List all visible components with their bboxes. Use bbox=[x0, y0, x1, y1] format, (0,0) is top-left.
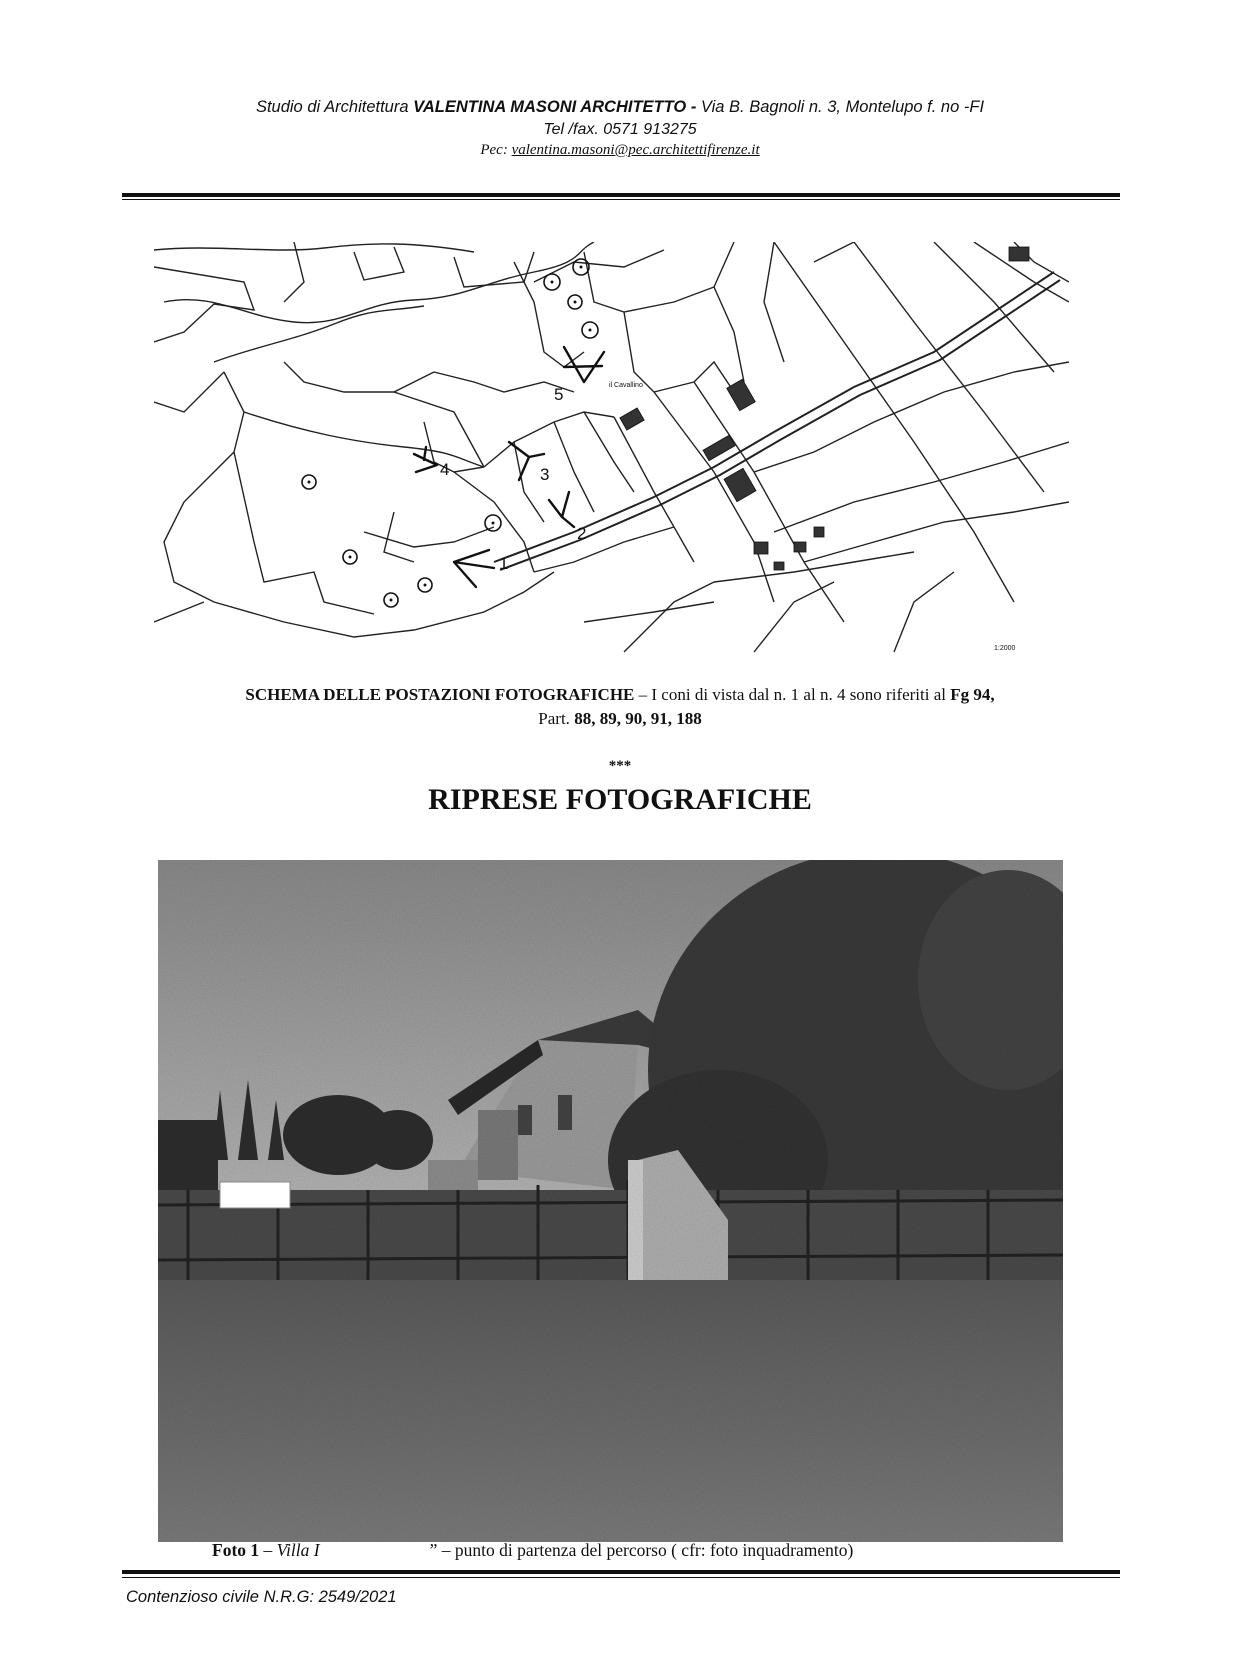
station-label-1: 1 bbox=[499, 554, 509, 573]
footer-case-ref: Contenzioso civile N.R.G: 2549/2021 bbox=[126, 1588, 397, 1606]
map-caption bbox=[0, 683, 1240, 731]
station-label-4: 4 bbox=[440, 460, 450, 479]
photo-villa bbox=[158, 860, 1063, 1542]
map-caption-sheet: Fg 94, bbox=[950, 685, 995, 704]
station-label-2: 2 bbox=[577, 524, 587, 543]
studio-name: VALENTINA MASONI ARCHITETTO - bbox=[413, 98, 701, 116]
map-caption-parts: 88, 89, 90, 91, 188 bbox=[574, 709, 702, 728]
studio-address: Via B. Bagnoli n. 3, Montelupo f. no -FI bbox=[700, 98, 985, 116]
cadastral-map bbox=[154, 242, 1069, 657]
header-studio-line bbox=[0, 98, 1240, 117]
pec-label: Pec: bbox=[480, 142, 512, 158]
studio-prefix: Studio di Architettura bbox=[255, 98, 414, 116]
map-caption-bold: SCHEMA DELLE POSTAZIONI FOTOGRAFICHE bbox=[245, 685, 635, 704]
header-rule-thin bbox=[122, 199, 1120, 200]
header-rule bbox=[122, 193, 1120, 197]
map-caption-part-label: Part. bbox=[538, 709, 575, 728]
photo-caption-rest: ” – punto di partenza del percorso ( cfr: foto inquadramento) bbox=[429, 1540, 854, 1560]
section-title: RIPRESE FOTOGRAFICHE bbox=[428, 783, 812, 816]
photo-caption bbox=[212, 1540, 1112, 1561]
map-caption-text: – I coni di vista dal n. 1 al n. 4 sono riferiti al bbox=[634, 685, 951, 704]
map-place-label: il Cavallino bbox=[609, 382, 643, 389]
photo-caption-label: Foto 1 bbox=[212, 1540, 260, 1560]
header-phone: Tel /fax. 0571 913275 bbox=[543, 121, 697, 138]
pec-email-link[interactable]: valentina.masoni@pec.architettifirenze.it bbox=[511, 142, 760, 158]
redacted-sign bbox=[220, 1182, 290, 1208]
photo-caption-name: Villa I bbox=[276, 1540, 320, 1560]
footer-rule bbox=[122, 1570, 1120, 1574]
section-separator: *** bbox=[608, 758, 632, 774]
photo-caption-dash: – bbox=[259, 1540, 277, 1560]
map-caption-line1 bbox=[0, 683, 1240, 707]
station-label-3: 3 bbox=[540, 465, 550, 484]
header-pec-line bbox=[0, 142, 1240, 159]
footer-rule-thin bbox=[122, 1577, 1120, 1578]
map-caption-line2 bbox=[0, 707, 1240, 731]
station-label-5: 5 bbox=[554, 385, 564, 404]
map-scale-label: 1:2000 bbox=[994, 645, 1016, 652]
